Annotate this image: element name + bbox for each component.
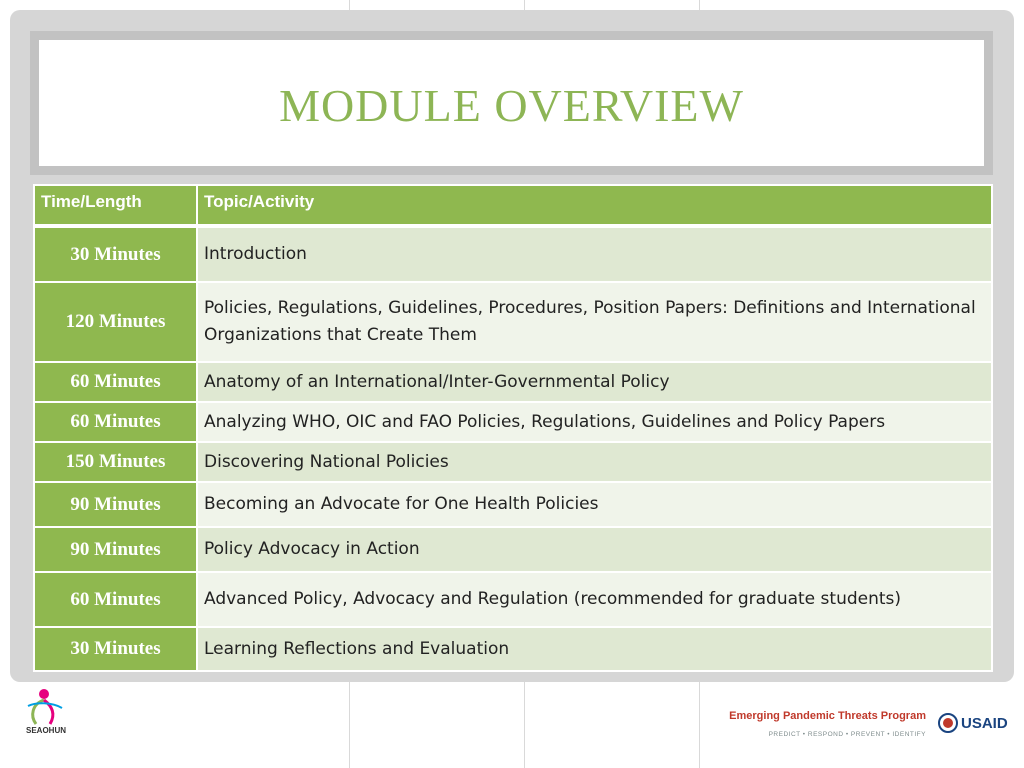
table-row — [34, 226, 992, 282]
table-row — [34, 442, 992, 482]
row-topic: Introduction — [197, 226, 992, 282]
row-time: 30 Minutes — [34, 627, 197, 671]
row-topic: Anatomy of an International/Inter-Governmental Policy — [197, 362, 992, 402]
row-topic: Policy Advocacy in Action — [197, 527, 992, 572]
row-time: 60 Minutes — [34, 572, 197, 627]
seaohun-name: SEAOHUN — [26, 726, 67, 735]
row-topic: Learning Reflections and Evaluation — [197, 627, 992, 671]
eptp-title: Emerging Pandemic Threats Program — [729, 710, 926, 722]
row-time: 60 Minutes — [34, 362, 197, 402]
row-time: 120 Minutes — [34, 282, 197, 362]
row-topic: Discovering National Policies — [197, 442, 992, 482]
table-row — [34, 627, 992, 671]
seaohun-logo — [22, 686, 112, 748]
row-time: 30 Minutes — [34, 226, 197, 282]
header-topic: Topic/Activity — [197, 185, 992, 226]
eptp-tagline: PREDICT • RESPOND • PREVENT • IDENTIFY — [768, 731, 926, 738]
usaid-seal-icon — [938, 713, 958, 733]
row-time: 90 Minutes — [34, 527, 197, 572]
seaohun-figure-icon — [22, 686, 82, 726]
row-time: 90 Minutes — [34, 482, 197, 527]
row-time: 60 Minutes — [34, 402, 197, 442]
table-row — [34, 482, 992, 527]
table-row — [34, 282, 992, 362]
table-header-row — [34, 185, 992, 226]
table-row — [34, 402, 992, 442]
table-row — [34, 362, 992, 402]
row-topic: Policies, Regulations, Guidelines, Procedures, Position Papers: Definitions and International Organizations that Create Them — [197, 282, 992, 362]
usaid-text: USAID — [961, 714, 1008, 732]
row-topic: Becoming an Advocate for One Health Policies — [197, 482, 992, 527]
header-time: Time/Length — [34, 185, 197, 226]
row-topic: Advanced Policy, Advocacy and Regulation (recommended for graduate students) — [197, 572, 992, 627]
table-row — [34, 527, 992, 572]
table-row — [34, 572, 992, 627]
row-topic: Analyzing WHO, OIC and FAO Policies, Regulations, Guidelines and Policy Papers — [197, 402, 992, 442]
slide-title: MODULE OVERVIEW — [279, 79, 744, 131]
title-inner — [39, 40, 984, 166]
row-time: 150 Minutes — [34, 442, 197, 482]
eptp-logo — [729, 710, 926, 738]
usaid-logo — [938, 708, 1010, 738]
module-table — [33, 184, 993, 672]
title-box — [30, 31, 993, 175]
